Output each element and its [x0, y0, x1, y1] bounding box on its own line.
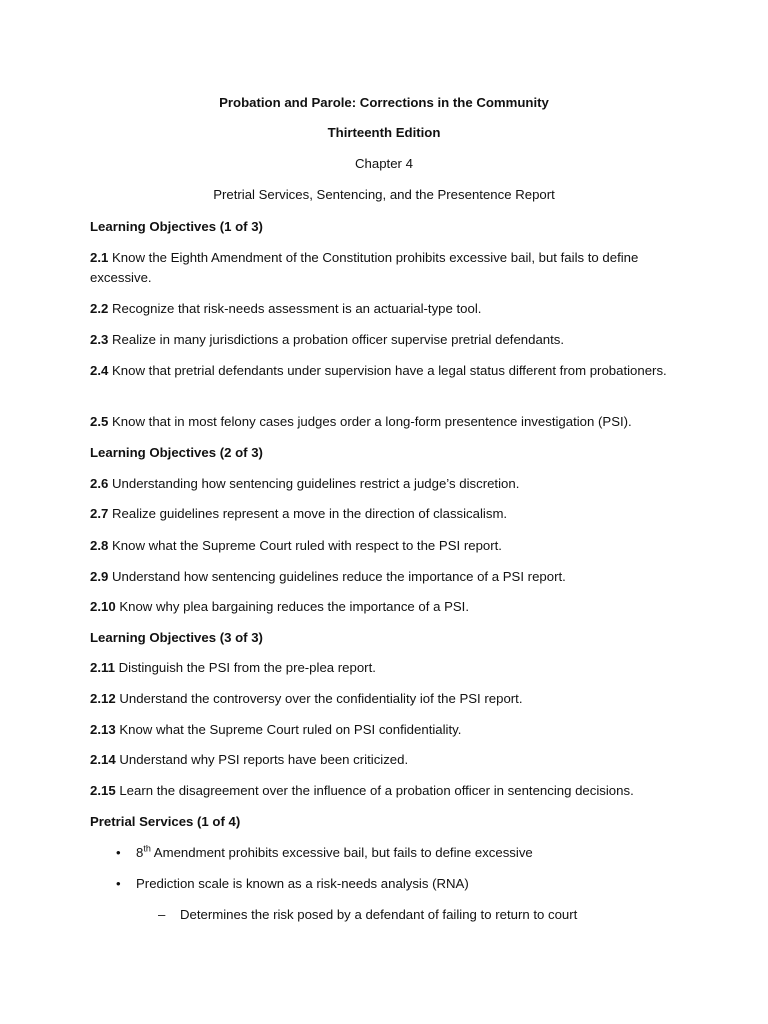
chapter-title: Pretrial Services, Sentencing, and the Presentence Report: [213, 187, 555, 202]
bullet-icon: •: [116, 845, 121, 860]
objective-text: Recognize that risk-needs assessment is an actuarial-type tool.: [108, 301, 482, 316]
objective-item: [90, 658, 680, 678]
objective-text: Know what the Supreme Court ruled on PSI confidentiality.: [115, 722, 462, 737]
bullet-item: [116, 843, 676, 863]
chapter-number: Chapter 4: [355, 156, 413, 171]
objective-text: Know what the Supreme Court ruled with respect to the PSI report.: [108, 538, 502, 553]
objective-text: Understand how sentencing guidelines reduce the importance of a PSI report.: [108, 569, 566, 584]
objective-number: 2.1: [90, 250, 109, 265]
objective-text: Know that pretrial defendants under supervision have a legal status different from probationers.: [108, 363, 667, 378]
objective-text: Learn the disagreement over the influence of a probation officer in sentencing decisions.: [115, 783, 634, 798]
objective-item: [90, 248, 680, 288]
objective-item: [90, 597, 680, 617]
objective-number: 2.15: [90, 783, 116, 798]
sub-bullet-item: [158, 905, 678, 925]
objective-item: [90, 720, 680, 740]
objective-text: Understanding how sentencing guidelines restrict a judge’s discretion.: [108, 476, 520, 491]
objective-number: 2.11: [90, 660, 115, 675]
objective-number: 2.9: [90, 569, 109, 584]
objective-text: Understand the controversy over the confidentiality iof the PSI report.: [115, 691, 523, 706]
bullet-icon: •: [116, 876, 121, 891]
objective-number: 2.2: [90, 301, 109, 316]
objective-item: [90, 750, 680, 770]
objective-item: [90, 781, 680, 801]
objective-item: [90, 474, 680, 494]
section-heading-lo2: Learning Objectives (2 of 3): [90, 445, 263, 460]
objective-number: 2.10: [90, 599, 116, 614]
objective-text: Realize guidelines represent a move in the direction of classicalism.: [108, 506, 508, 521]
objective-number: 2.7: [90, 506, 109, 521]
objective-item: [90, 536, 680, 556]
bullet-text: Prediction scale is known as a risk-needs analysis (RNA): [136, 876, 469, 891]
objective-item: [90, 330, 680, 350]
objective-number: 2.3: [90, 332, 109, 347]
ordinal-suffix: th: [143, 843, 151, 854]
objective-number: 2.8: [90, 538, 109, 553]
objective-text: Know that in most felony cases judges order a long-form presentence investigation (PSI).: [108, 414, 632, 429]
bullet-text-rest: Amendment prohibits excessive bail, but fails to define excessive: [150, 845, 533, 860]
book-title: Probation and Parole: Corrections in the Community: [219, 95, 549, 110]
objective-number: 2.12: [90, 691, 116, 706]
objective-item: [90, 412, 680, 432]
section-heading-lo1: Learning Objectives (1 of 3): [90, 219, 263, 234]
objective-number: 2.5: [90, 414, 109, 429]
objective-text: Distinguish the PSI from the pre-plea report.: [114, 660, 376, 675]
objective-item: [90, 299, 680, 319]
objective-text: Understand why PSI reports have been criticized.: [115, 752, 409, 767]
objective-number: 2.4: [90, 363, 109, 378]
section-heading-lo3: Learning Objectives (3 of 3): [90, 630, 263, 645]
objective-item: [90, 361, 680, 381]
dash-icon: –: [158, 907, 166, 922]
objective-item: [90, 567, 680, 587]
bullet-text-ordinal: 8: [136, 845, 144, 860]
objective-item: [90, 504, 680, 524]
section-heading-pretrial: Pretrial Services (1 of 4): [90, 814, 241, 829]
sub-bullet-text: Determines the risk posed by a defendant of failing to return to court: [180, 907, 578, 922]
bullet-text: [136, 845, 533, 860]
objective-text: Know the Eighth Amendment of the Constitution prohibits excessive bail, but fails to define excessive.: [90, 250, 639, 285]
edition: Thirteenth Edition: [327, 125, 441, 140]
objective-number: 2.14: [90, 752, 116, 767]
objective-text: Realize in many jurisdictions a probation officer supervise pretrial defendants.: [108, 332, 565, 347]
objective-number: 2.6: [90, 476, 109, 491]
objective-text: Know why plea bargaining reduces the importance of a PSI.: [115, 599, 470, 614]
objective-number: 2.13: [90, 722, 116, 737]
bullet-item: [116, 874, 676, 894]
objective-item: [90, 689, 680, 709]
